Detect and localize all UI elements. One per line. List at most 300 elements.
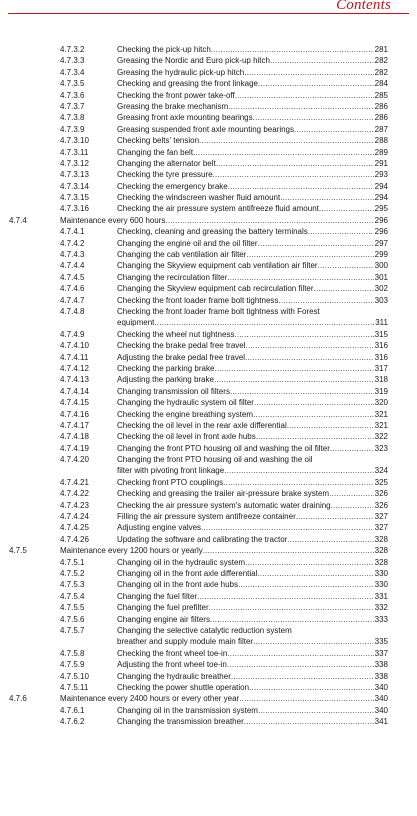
toc-entry-number: 4.7.4.13 xyxy=(60,375,89,385)
toc-entry-title xyxy=(117,500,388,511)
dot-leader xyxy=(227,659,388,670)
toc-entry[interactable] xyxy=(0,522,417,533)
dot-leader xyxy=(254,397,388,408)
toc-entry-page: 315 xyxy=(374,329,388,339)
toc-entry-title-text: Adjusting the front wheel toe-in xyxy=(117,660,227,670)
toc-entry-title xyxy=(117,340,388,351)
toc-entry[interactable] xyxy=(0,682,417,693)
toc-entry-number: 4.7.3.13 xyxy=(60,170,89,180)
toc-entry-title xyxy=(117,591,388,602)
toc-entry-page: 338 xyxy=(374,660,388,670)
toc-entry-number: 4.7.4.7 xyxy=(60,295,85,305)
toc-entry-title-line2-wrap xyxy=(117,465,388,476)
toc-entry-title xyxy=(117,397,388,408)
toc-entry-title xyxy=(117,454,388,477)
toc-entry-title xyxy=(117,602,388,613)
toc-entry[interactable] xyxy=(0,101,417,112)
toc-entry-page: 299 xyxy=(374,250,388,260)
dot-leader xyxy=(239,693,388,704)
toc-entry-title xyxy=(117,44,388,55)
toc-entry-page: 321 xyxy=(374,409,388,419)
toc-entry-page: 323 xyxy=(374,443,388,453)
toc-entry-title xyxy=(117,158,388,169)
toc-entry-number: 4.7.4.15 xyxy=(60,398,89,408)
toc-entry-title-text: Changing the engine oil and the oil filter xyxy=(117,238,258,248)
toc-entry-title-text: Adjusting the brake pedal free travel xyxy=(117,352,246,362)
toc-entry-page: 322 xyxy=(374,432,388,442)
toc-entry[interactable] xyxy=(0,135,417,146)
toc-entry[interactable] xyxy=(0,534,417,545)
toc-entry-number: 4.7.4 xyxy=(9,215,27,225)
toc-entry-title-text: Checking the air pressure system antifreeze fluid amount xyxy=(117,204,319,214)
toc-entry-title-text: Checking the tyre pressure xyxy=(117,170,213,180)
toc-entry[interactable] xyxy=(0,340,417,351)
dot-leader xyxy=(249,682,388,693)
toc-entry-number: 4.7.5.7 xyxy=(60,625,85,635)
toc-entry-number: 4.7.4.8 xyxy=(60,306,85,316)
toc-entry-title-text: Checking the emergency brake xyxy=(117,181,228,191)
toc-entry-page: 296 xyxy=(374,215,388,225)
toc-entry-title-text: Checking the pick-up hitch xyxy=(117,45,211,54)
toc-entry-page: 316 xyxy=(374,341,388,351)
toc-entry-title xyxy=(117,671,388,682)
toc-entry[interactable] xyxy=(0,454,417,477)
dot-leader xyxy=(224,465,388,476)
toc-entry-title xyxy=(117,181,388,192)
toc-entry-page: 321 xyxy=(374,420,388,430)
toc-entry-title xyxy=(117,614,388,625)
toc-entry-title-text: Changing the transmission breather xyxy=(117,717,244,727)
dot-leader xyxy=(253,636,388,647)
toc-entry-number: 4.7.5 xyxy=(9,546,27,556)
toc-entry-title-line1: Changing the selective catalytic reduction system xyxy=(117,625,292,635)
toc-entry-number: 4.7.3.5 xyxy=(60,79,85,89)
toc-entry-page: 328 xyxy=(374,557,388,567)
toc-entry-title-text: Changing the Skyview equipment cab ventilation air filter xyxy=(117,261,318,271)
toc-entry-title-text: Checking the oil level in the rear axle differential xyxy=(117,420,287,430)
dot-leader xyxy=(230,386,388,397)
toc-entry[interactable] xyxy=(0,659,417,670)
dot-leader xyxy=(256,431,388,442)
toc-entry-title-text: Checking the parking brake xyxy=(117,363,215,373)
toc-entry-title xyxy=(117,443,388,454)
toc-entry-title-text: Filling the air pressure system antifreeze container xyxy=(117,512,296,522)
toc-entry-title xyxy=(117,272,388,283)
toc-entry-title xyxy=(60,693,388,704)
toc-entry-page: 328 xyxy=(374,546,388,556)
toc-entry-title-line2: filter with pivoting front linkage xyxy=(117,466,225,476)
dot-leader xyxy=(231,671,388,682)
dot-leader xyxy=(228,101,388,112)
toc-entry-title-text: Maintenance every 600 hours xyxy=(60,215,166,225)
toc-entry-page: 338 xyxy=(374,671,388,681)
toc-entry-page: 319 xyxy=(374,386,388,396)
toc-entry-title-text: Checking the front power take-off xyxy=(117,90,235,100)
toc-entry-title xyxy=(117,579,388,590)
toc-entry-page: 297 xyxy=(374,238,388,248)
toc-entry[interactable] xyxy=(0,557,417,568)
toc-entry-page: 327 xyxy=(374,523,388,533)
toc-entry-number: 4.7.4.16 xyxy=(60,409,89,419)
toc-entry-page: 303 xyxy=(374,295,388,305)
toc-entry[interactable] xyxy=(0,192,417,203)
toc-entry-number: 4.7.4.19 xyxy=(60,443,89,453)
toc-entry-title-text: Checking the windscreen washer fluid amount xyxy=(117,193,281,203)
toc-entry-title-line2-wrap xyxy=(117,317,388,328)
toc-entry-title-line1: Checking the front loader frame bolt tightness with Forest xyxy=(117,306,320,316)
toc-entry[interactable] xyxy=(0,78,417,89)
toc-entry-title xyxy=(60,545,388,556)
toc-entry[interactable] xyxy=(0,169,417,180)
toc-entry-title-text: Changing oil in the transmission system xyxy=(117,705,258,715)
toc-entry[interactable] xyxy=(0,409,417,420)
toc-entry-page: 296 xyxy=(374,227,388,237)
toc-entry-title-text: Changing engine air filters xyxy=(117,614,210,624)
toc-entry[interactable] xyxy=(0,272,417,283)
toc-entry[interactable] xyxy=(0,716,417,727)
toc-entry-page: 301 xyxy=(374,272,388,282)
dot-leader xyxy=(210,614,388,625)
dot-leader xyxy=(165,215,388,226)
toc-entry-number: 4.7.3.11 xyxy=(60,147,89,157)
toc-entry-title xyxy=(117,135,388,146)
toc-entry[interactable] xyxy=(0,260,417,271)
toc-entry-title-text: Maintenance every 1200 hours or yearly xyxy=(60,546,203,556)
toc-entry-title-text: Checking the air pressure system's automatic water draining xyxy=(117,500,331,510)
toc-entry-number: 4.7.4.2 xyxy=(60,238,85,248)
toc-entry-number: 4.7.4.3 xyxy=(60,250,85,260)
dot-leader xyxy=(270,55,388,66)
toc-entry-title xyxy=(117,203,388,214)
toc-entry-page: 330 xyxy=(374,580,388,590)
toc-entry-number: 4.7.4.1 xyxy=(60,227,85,237)
dot-leader xyxy=(280,192,388,203)
toc-entry[interactable] xyxy=(0,397,417,408)
toc-entry-number: 4.7.4.5 xyxy=(60,272,85,282)
dot-leader xyxy=(258,78,388,89)
dot-leader xyxy=(228,181,388,192)
dot-leader xyxy=(227,648,388,659)
toc-entry-title xyxy=(117,169,388,180)
table-of-contents xyxy=(0,44,417,727)
toc-entry-page: 316 xyxy=(374,352,388,362)
toc-entry[interactable] xyxy=(0,238,417,249)
toc-entry-title-text: Changing the fan belt xyxy=(117,147,194,157)
dot-leader xyxy=(258,238,388,249)
toc-entry-title-text: Changing transmission oil filters xyxy=(117,386,230,396)
toc-entry[interactable] xyxy=(0,420,417,431)
toc-entry[interactable] xyxy=(0,386,417,397)
toc-entry-title xyxy=(117,238,388,249)
toc-entry-number: 4.7.6.2 xyxy=(60,717,85,727)
toc-entry-title xyxy=(117,522,388,533)
toc-entry-title-text: Changing the hydraulic breather xyxy=(117,671,231,681)
toc-entry-page: 340 xyxy=(374,694,388,704)
toc-entry[interactable] xyxy=(0,614,417,625)
toc-entry-page: 331 xyxy=(374,591,388,601)
toc-entry-page: 282 xyxy=(374,56,388,66)
toc-entry-number: 4.7.4.6 xyxy=(60,284,85,294)
dot-leader xyxy=(227,272,388,283)
toc-entry-title xyxy=(117,329,388,340)
toc-entry-page: 341 xyxy=(374,717,388,727)
toc-entry-title-text: Checking belts' tension xyxy=(117,136,200,146)
toc-entry[interactable] xyxy=(0,671,417,682)
toc-entry-number: 4.7.5.1 xyxy=(60,557,85,567)
toc-entry-title xyxy=(117,67,388,78)
toc-entry-number: 4.7.3.15 xyxy=(60,193,89,203)
toc-entry-page: 288 xyxy=(374,136,388,146)
toc-entry-page: 295 xyxy=(374,204,388,214)
toc-entry-page: 335 xyxy=(374,637,388,647)
toc-entry-title-text: Adjusting engine valves xyxy=(117,523,202,533)
toc-entry-title-text: Checking the front wheel toe-in xyxy=(117,648,228,658)
toc-entry-title xyxy=(117,409,388,420)
toc-entry-title xyxy=(117,124,388,135)
dot-leader xyxy=(244,716,388,727)
toc-entry-number: 4.7.5.5 xyxy=(60,603,85,613)
toc-entry-number: 4.7.3.6 xyxy=(60,90,85,100)
toc-entry-page: 284 xyxy=(374,79,388,89)
toc-entry-page: 337 xyxy=(374,648,388,658)
toc-entry-number: 4.7.3.10 xyxy=(60,136,89,146)
toc-entry-page: 326 xyxy=(374,500,388,510)
toc-section-entry[interactable] xyxy=(0,215,417,226)
toc-entry[interactable] xyxy=(0,55,417,66)
toc-entry-number: 4.7.4.11 xyxy=(60,352,89,362)
toc-section-entry[interactable] xyxy=(0,545,417,556)
toc-entry-title xyxy=(117,374,388,385)
toc-entry[interactable] xyxy=(0,67,417,78)
dot-leader xyxy=(213,169,388,180)
toc-entry-number: 4.7.6 xyxy=(9,694,27,704)
toc-entry-title xyxy=(117,682,388,693)
dot-leader xyxy=(201,522,388,533)
toc-entry-page: 327 xyxy=(374,512,388,522)
toc-entry-page: 281 xyxy=(374,45,388,54)
dot-leader xyxy=(211,44,388,55)
toc-entry-title-line2: equipment xyxy=(117,318,155,328)
toc-entry-title xyxy=(117,192,388,203)
toc-entry-number: 4.7.6.1 xyxy=(60,705,85,715)
toc-entry-title-line1: Changing the front PTO housing oil and washing the oil xyxy=(117,455,313,465)
toc-entry[interactable] xyxy=(0,112,417,123)
toc-entry[interactable] xyxy=(0,226,417,237)
toc-entry-title xyxy=(117,283,388,294)
toc-entry-title-text: Changing the recirculation filter xyxy=(117,272,228,282)
toc-entry[interactable] xyxy=(0,579,417,590)
dot-leader xyxy=(246,249,388,260)
toc-entry-title xyxy=(117,716,388,727)
toc-entry-title xyxy=(117,477,388,488)
toc-entry[interactable] xyxy=(0,591,417,602)
toc-entry-title-text: Changing the hydraulic system oil filter xyxy=(117,398,254,408)
toc-entry-title xyxy=(117,147,388,158)
toc-entry-title xyxy=(117,78,388,89)
toc-entry-title xyxy=(60,215,388,226)
toc-entry-title-text: Changing oil in the front axle differential xyxy=(117,569,258,578)
toc-entry-page: 302 xyxy=(374,284,388,294)
toc-entry[interactable] xyxy=(0,90,417,101)
toc-entry[interactable] xyxy=(0,147,417,158)
toc-entry-page: 285 xyxy=(374,90,388,100)
toc-entry-title xyxy=(117,705,388,716)
toc-entry[interactable] xyxy=(0,500,417,511)
toc-entry-number: 4.7.4.14 xyxy=(60,386,89,396)
toc-entry-page: 332 xyxy=(374,603,388,613)
toc-entry-page: 300 xyxy=(374,261,388,271)
toc-entry[interactable] xyxy=(0,488,417,499)
dot-leader xyxy=(209,602,388,613)
toc-entry[interactable] xyxy=(0,295,417,306)
toc-entry-title-text: Changing the front PTO housing oil and washing the oil filter xyxy=(117,443,330,453)
toc-entry[interactable] xyxy=(0,602,417,613)
toc-entry[interactable] xyxy=(0,249,417,260)
toc-entry-title-text: Checking and greasing the trailer air-pressure brake system xyxy=(117,489,330,499)
toc-entry-title-text: Checking, cleaning and greasing the battery terminals xyxy=(117,227,308,237)
toc-entry[interactable] xyxy=(0,363,417,374)
dot-leader xyxy=(235,90,388,101)
toc-entry-page: 318 xyxy=(374,375,388,385)
toc-entry-title-text: Changing the fuel prefilter xyxy=(117,603,209,613)
toc-entry-page: 317 xyxy=(374,363,388,373)
toc-entry-number: 4.7.4.24 xyxy=(60,512,89,522)
dot-leader xyxy=(216,158,388,169)
toc-entry-title-text: Checking the wheel nut tightness xyxy=(117,329,235,339)
toc-entry-page: 287 xyxy=(374,124,388,134)
toc-entry-title xyxy=(117,101,388,112)
toc-entry-page: 282 xyxy=(374,67,388,77)
toc-entry-page: 311 xyxy=(375,318,388,328)
toc-entry-page: 286 xyxy=(374,113,388,123)
toc-entry[interactable] xyxy=(0,443,417,454)
toc-entry-number: 4.7.4.17 xyxy=(60,420,89,430)
toc-entry-title xyxy=(117,420,388,431)
dot-leader xyxy=(253,409,388,420)
toc-entry-title xyxy=(117,488,388,499)
toc-entry-page: 325 xyxy=(374,477,388,487)
toc-entry-number: 4.7.3.8 xyxy=(60,113,85,123)
toc-entry-title xyxy=(117,226,388,237)
toc-entry-title xyxy=(117,511,388,522)
toc-entry-title-text: Checking front PTO couplings xyxy=(117,477,224,487)
toc-entry-title-text: Greasing the hydraulic pick-up hitch xyxy=(117,67,245,77)
toc-entry-number: 4.7.4.12 xyxy=(60,363,89,373)
toc-entry-title-text: Checking and greasing the front linkage xyxy=(117,79,258,89)
toc-entry[interactable] xyxy=(0,568,417,579)
toc-entry-page: 320 xyxy=(374,398,388,408)
toc-entry-title-line2: breather and supply module main filter xyxy=(117,637,254,647)
dot-leader xyxy=(253,112,388,123)
toc-entry-title-text: Checking the brake pedal free travel xyxy=(117,341,246,351)
toc-entry-number: 4.7.3.12 xyxy=(60,158,89,168)
toc-entry-title xyxy=(117,55,388,66)
toc-entry-title-text: Maintenance every 2400 hours or every other year xyxy=(60,694,240,704)
toc-entry-number: 4.7.3.2 xyxy=(60,45,85,54)
dot-leader xyxy=(197,591,388,602)
page-header-title: Contents xyxy=(336,0,391,13)
dot-leader xyxy=(199,135,388,146)
toc-entry-number: 4.7.3.7 xyxy=(60,101,85,111)
toc-entry[interactable] xyxy=(0,329,417,340)
dot-leader xyxy=(278,295,388,306)
toc-entry-number: 4.7.4.4 xyxy=(60,261,85,271)
toc-entry-number: 4.7.4.9 xyxy=(60,329,85,339)
toc-entry-title-text: Checking the engine breathing system xyxy=(117,409,254,419)
toc-entry[interactable] xyxy=(0,352,417,363)
toc-entry[interactable] xyxy=(0,431,417,442)
toc-entry-title xyxy=(117,625,388,648)
toc-entry-page: 324 xyxy=(374,466,388,476)
toc-entry-title-text: Greasing suspended front axle mounting bearings xyxy=(117,124,294,134)
toc-entry-title-text: Changing the Skyview equipment cab recirculation filter xyxy=(117,284,314,294)
toc-entry-page: 294 xyxy=(374,193,388,203)
toc-entry-number: 4.7.3.9 xyxy=(60,124,85,134)
toc-entry-number: 4.7.3.14 xyxy=(60,181,89,191)
dot-leader xyxy=(214,363,388,374)
toc-entry[interactable] xyxy=(0,648,417,659)
toc-entry-number: 4.7.4.26 xyxy=(60,534,89,544)
toc-entry[interactable] xyxy=(0,625,417,648)
toc-entry[interactable] xyxy=(0,705,417,716)
toc-entry-title xyxy=(117,648,388,659)
toc-entry-title xyxy=(117,306,388,329)
toc-entry[interactable] xyxy=(0,181,417,192)
toc-entry[interactable] xyxy=(0,511,417,522)
dot-leader xyxy=(234,329,388,340)
dot-leader xyxy=(214,374,388,385)
toc-entry-title-text: Greasing front axle mounting bearings xyxy=(117,113,253,123)
toc-entry-title xyxy=(117,431,388,442)
toc-entry-title xyxy=(117,557,388,568)
toc-entry-title xyxy=(117,568,388,579)
toc-entry-title-text: Changing the alternator belt xyxy=(117,158,216,168)
toc-entry-number: 4.7.4.10 xyxy=(60,341,89,351)
dot-leader xyxy=(245,352,388,363)
toc-entry[interactable] xyxy=(0,306,417,329)
dot-leader xyxy=(223,477,388,488)
toc-entry-title-line2-wrap xyxy=(117,636,388,647)
toc-entry-number: 4.7.4.25 xyxy=(60,523,89,533)
toc-entry-page: 328 xyxy=(374,534,388,544)
toc-entry-number: 4.7.4.18 xyxy=(60,432,89,442)
dot-leader xyxy=(203,545,388,556)
toc-entry-number: 4.7.5.6 xyxy=(60,614,85,624)
toc-entry-title-text: Greasing the Nordic and Euro pick-up hitch xyxy=(117,56,270,66)
toc-entry-title-text: Changing the fuel filter xyxy=(117,591,198,601)
toc-entry-title xyxy=(117,534,388,545)
toc-entry[interactable] xyxy=(0,374,417,385)
toc-entry-title-text: Checking the oil level in front axle hubs xyxy=(117,432,256,442)
toc-entry[interactable] xyxy=(0,44,417,55)
toc-entry-number: 4.7.3.4 xyxy=(60,67,85,77)
toc-entry-title-text: Greasing the brake mechanism xyxy=(117,101,229,111)
toc-entry[interactable] xyxy=(0,158,417,169)
toc-entry-title xyxy=(117,90,388,101)
toc-entry-title-text: Checking the power shuttle operation xyxy=(117,682,250,692)
toc-entry[interactable] xyxy=(0,283,417,294)
toc-entry[interactable] xyxy=(0,477,417,488)
toc-entry-title xyxy=(117,295,388,306)
toc-entry-page: 326 xyxy=(374,489,388,499)
toc-entry-number: 4.7.5.4 xyxy=(60,591,85,601)
toc-entry-title-text: Adjusting the parking brake xyxy=(117,375,214,385)
toc-entry[interactable] xyxy=(0,124,417,135)
toc-entry[interactable] xyxy=(0,203,417,214)
toc-entry-page: 340 xyxy=(374,705,388,715)
toc-section-entry[interactable] xyxy=(0,693,417,704)
dot-leader xyxy=(246,340,388,351)
